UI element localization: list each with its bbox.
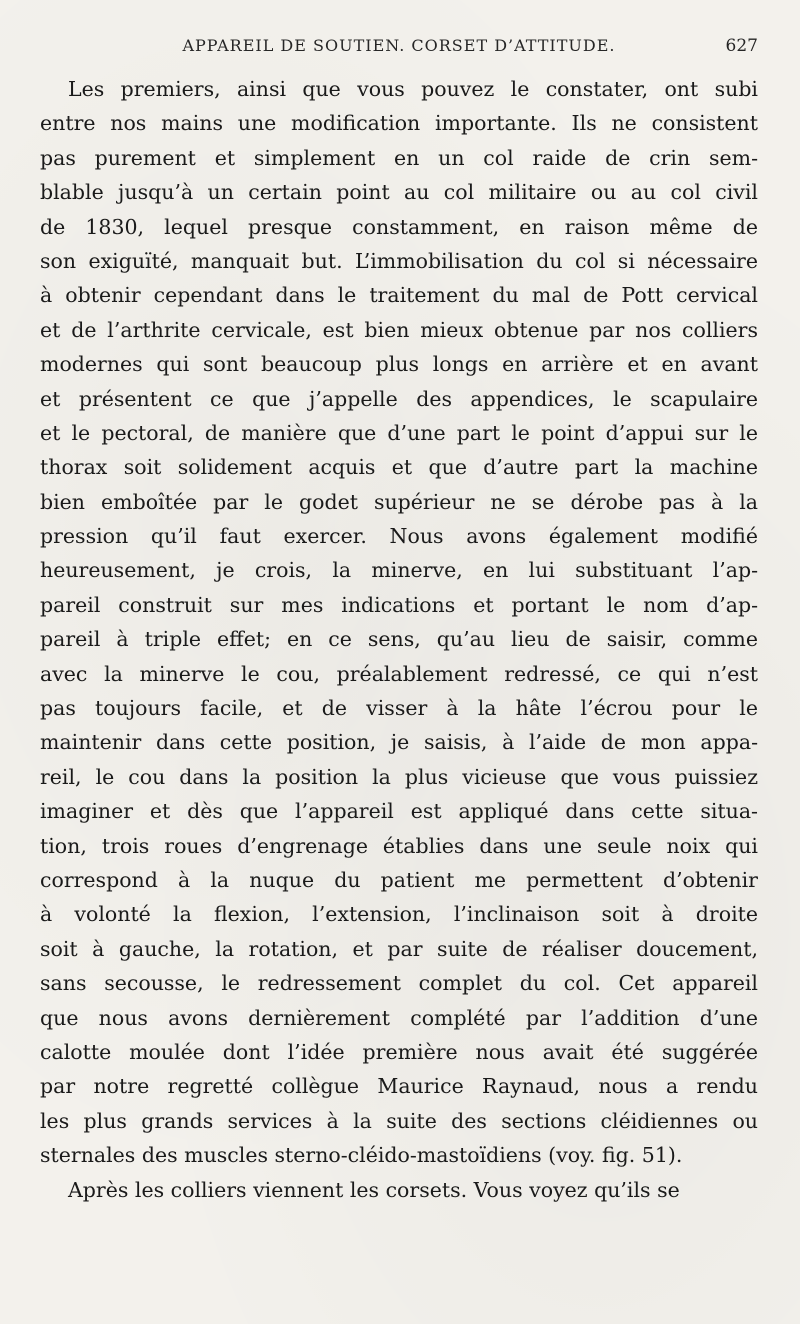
text-line: pas toujours facile, et de visser à la hâte l’écrou pour le	[40, 696, 758, 721]
text-line: sternales des muscles sterno-cléido-mastoïdiens (voy. fig. 51).	[40, 1143, 683, 1168]
text-line: Après les colliers viennent les corsets. Vous voyez qu’ils se	[68, 1177, 680, 1202]
text-line: à volonté la flexion, l’extension, l’inclinaison soit à droite	[40, 902, 758, 927]
text-line: correspond à la nuque du patient me permettent d’obtenir	[40, 867, 758, 892]
text-line: pareil à triple effet; en ce sens, qu’au lieu de saisir, comme	[40, 627, 758, 652]
text-line: pas purement et simplement en un col raide de crin sem-	[40, 145, 758, 170]
text-line: avec la minerve le cou, préalablement redressé, ce qui n’est	[40, 661, 758, 686]
text-line: tion, trois roues d’engrenage établies dans une seule noix qui	[40, 833, 758, 858]
text-line: à obtenir cependant dans le traitement du mal de Pott cervical	[40, 283, 758, 308]
page-number: 627	[725, 36, 758, 56]
page-header	[40, 34, 758, 58]
text-line: de 1830, lequel presque constamment, en raison même de	[40, 214, 758, 239]
text-line: blable jusqu’à un certain point au col militaire ou au col civil	[40, 180, 758, 205]
text-line: sans secousse, le redressement complet du col. Cet appareil	[40, 971, 758, 996]
text-line: modernes qui sont beaucoup plus longs en arrière et en avant	[40, 352, 758, 377]
text-line: calotte moulée dont l’idée première nous avait été suggérée	[40, 1039, 758, 1064]
text-line: et de l’arthrite cervicale, est bien mieux obtenue par nos colliers	[40, 317, 758, 342]
running-title: APPAREIL DE SOUTIEN. CORSET D’ATTITUDE.	[182, 36, 616, 55]
text-line: bien emboîtée par le godet supérieur ne se dérobe pas à la	[40, 489, 758, 514]
body-text	[40, 72, 758, 1207]
text-line: son exiguïté, manquait but. L’immobilisation du col si nécessaire	[40, 248, 758, 273]
text-line: pareil construit sur mes indications et portant le nom d’ap-	[40, 592, 758, 617]
text-line: imaginer et dès que l’appareil est appliqué dans cette situa-	[40, 799, 758, 824]
text-line: et présentent ce que j’appelle des appendices, le scapulaire	[40, 386, 758, 411]
text-line: pression qu’il faut exercer. Nous avons également modifié	[40, 524, 758, 549]
text-line: soit à gauche, la rotation, et par suite de réaliser doucement,	[40, 936, 758, 961]
text-line: les plus grands services à la suite des sections cléidiennes ou	[40, 1108, 758, 1133]
text-line: maintenir dans cette position, je saisis, à l’aide de mon appa-	[40, 730, 758, 755]
text-line: heureusement, je crois, la minerve, en lui substituant l’ap-	[40, 558, 758, 583]
text-line: par notre regretté collègue Maurice Raynaud, nous a rendu	[40, 1074, 758, 1099]
text-line: et le pectoral, de manière que d’une part le point d’appui sur le	[40, 420, 758, 445]
text-line: Les premiers, ainsi que vous pouvez le constater, ont subi	[68, 77, 758, 101]
text-line: entre nos mains une modification importante. Ils ne consistent	[40, 111, 758, 136]
text-line: que nous avons dernièrement complété par l’addition d’une	[40, 1005, 758, 1030]
text-line: reil, le cou dans la position la plus vicieuse que vous puissiez	[40, 764, 758, 789]
text-line: thorax soit solidement acquis et que d’autre part la machine	[40, 455, 758, 480]
